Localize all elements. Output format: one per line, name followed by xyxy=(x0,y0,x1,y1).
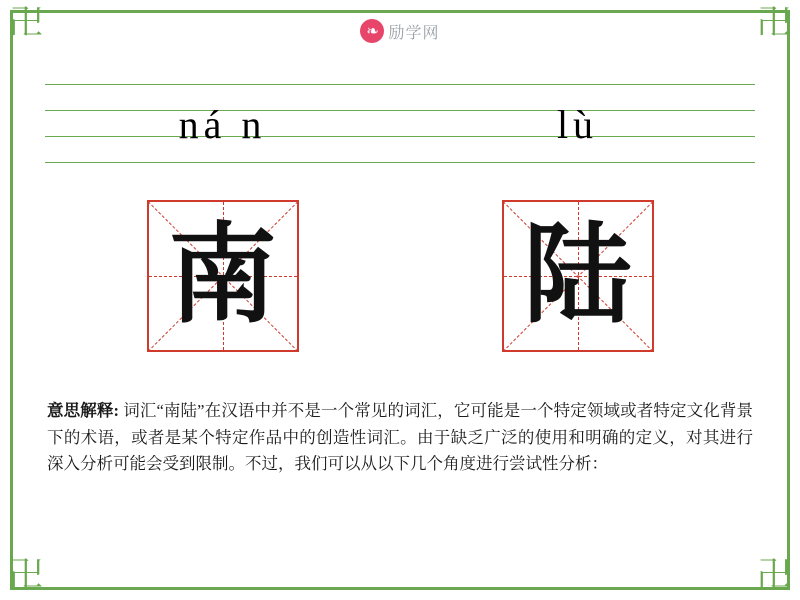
character-cell xyxy=(400,200,755,360)
logo-text: 励学网 xyxy=(388,24,440,42)
pinyin-row xyxy=(45,84,755,162)
pinyin-cell xyxy=(400,84,755,162)
corner-ornament-icon: 卍 xyxy=(757,558,791,594)
corner-ornament-icon: 卍 xyxy=(757,6,791,42)
frame-border-bottom xyxy=(10,587,790,590)
explanation-body: 词汇“南陆”在汉语中并不是一个常见的词汇，它可能是一个特定领域或者特定文化背景下的术语，或者是某个特定作品中的创造性词汇。由于缺乏广泛的使用和明确的定义，对其进行深入分析可能会受到限制。不过，我们可以从以下几个角度进行尝试性分析： xyxy=(47,401,753,474)
staff-line xyxy=(45,162,755,163)
explanation-paragraph xyxy=(47,398,753,478)
character-glyph: 南 xyxy=(168,213,277,338)
character-grid-box xyxy=(147,200,299,352)
pinyin-text: lù xyxy=(556,102,599,147)
frame-border-right xyxy=(787,10,790,590)
character-row xyxy=(45,200,755,360)
corner-ornament-icon: 卍 xyxy=(9,6,43,42)
pinyin-text: ná n xyxy=(178,102,267,147)
character-grid-box xyxy=(502,200,654,352)
frame-border-left xyxy=(10,10,13,590)
corner-ornament-icon: 卍 xyxy=(9,558,43,594)
character-glyph: 陆 xyxy=(523,213,632,338)
frame-border-top xyxy=(10,10,790,13)
site-logo xyxy=(0,16,800,46)
logo-swirl-icon: ❧ xyxy=(360,19,384,43)
pinyin-staff xyxy=(45,84,755,162)
character-cell xyxy=(45,200,400,360)
explanation-label: 意思解释: xyxy=(47,401,119,420)
pinyin-cell xyxy=(45,84,400,162)
